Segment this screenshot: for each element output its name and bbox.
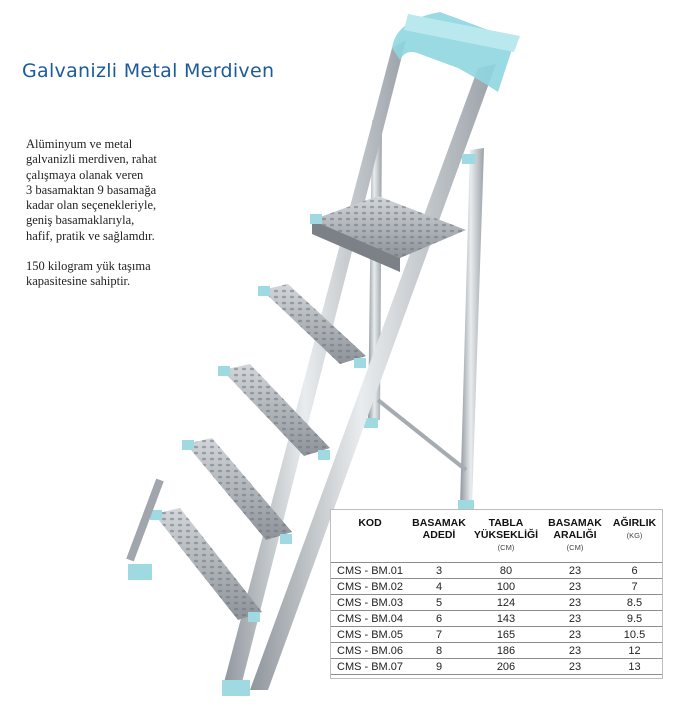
table-row [331,563,662,579]
table-cell: CMS - BM.06 [331,643,409,659]
table-row [331,595,662,611]
description-line: 3 basamaktan 9 basamağa [26,182,157,197]
table-row [331,643,662,659]
table-cell: 9.5 [607,611,662,627]
description-line: hafif, pratik ve sağlamdır. [26,228,155,243]
description-line: çalışmaya olanak veren [26,167,144,182]
spec-table [330,509,663,679]
table-cell: 124 [469,595,543,611]
description-line: kadar olan seçenekleriyle, [26,198,157,213]
description-line: kapasitesine sahiptir. [26,274,131,289]
table-cell: CMS - BM.02 [331,579,409,595]
table-cell: 143 [469,611,543,627]
table-cell: CMS - BM.01 [331,563,409,579]
spec-table-grid [331,510,662,675]
table-cell: 6 [409,611,469,627]
table-cell: 10.5 [607,627,662,643]
rear-legs [364,118,484,510]
table-cell: 100 [469,579,543,595]
table-cell: 5 [409,595,469,611]
description-line: Alüminyum ve metal [26,137,133,151]
table-cell: 23 [543,579,607,595]
table-cell: 13 [607,659,662,675]
table-row [331,627,662,643]
table-cell: 8 [409,643,469,659]
table-cell: 7 [409,627,469,643]
table-header-row [331,510,662,563]
page-title: Galvanizli Metal Merdiven [22,60,275,82]
table-cell: 23 [543,595,607,611]
table-cell: 7 [607,579,662,595]
table-cell: 23 [543,627,607,643]
table-cell: 9 [409,659,469,675]
table-cell: 23 [543,659,607,675]
table-cell: 80 [469,563,543,579]
description-line: galvanizli merdiven, rahat [26,152,157,167]
table-cell: 206 [469,659,543,675]
column-header-basamak-araligi: BASAMAK ARALIĞI (CM) [548,517,602,552]
table-cell: 23 [543,563,607,579]
description-line: geniş basamaklarıyla, [26,213,135,228]
table-cell: 8.5 [607,595,662,611]
column-header-basamak-adedi: BASAMAK ADEDİ [412,517,466,541]
column-header-tabla-yuksekligi: TABLA YÜKSEKLİĞİ (CM) [473,517,539,552]
description-line: 150 kilogram yük taşıma [26,259,151,274]
table-cell: 165 [469,627,543,643]
table-body [331,563,662,675]
table-row [331,611,662,627]
column-header-agirlik: AĞIRLIK (KG) [612,517,657,540]
column-header-kod: KOD [358,517,382,529]
table-cell: 3 [409,563,469,579]
top-cap [392,12,520,92]
table-cell: 4 [409,579,469,595]
table-cell: CMS - BM.03 [331,595,409,611]
table-cell: CMS - BM.05 [331,627,409,643]
table-cell: 23 [543,643,607,659]
table-cell: CMS - BM.04 [331,611,409,627]
table-cell: 186 [469,643,543,659]
table-cell: 12 [607,643,662,659]
table-cell: 6 [607,563,662,579]
table-cell: CMS - BM.07 [331,659,409,675]
table-row [331,659,662,675]
table-row [331,579,662,595]
table-cell: 23 [543,611,607,627]
